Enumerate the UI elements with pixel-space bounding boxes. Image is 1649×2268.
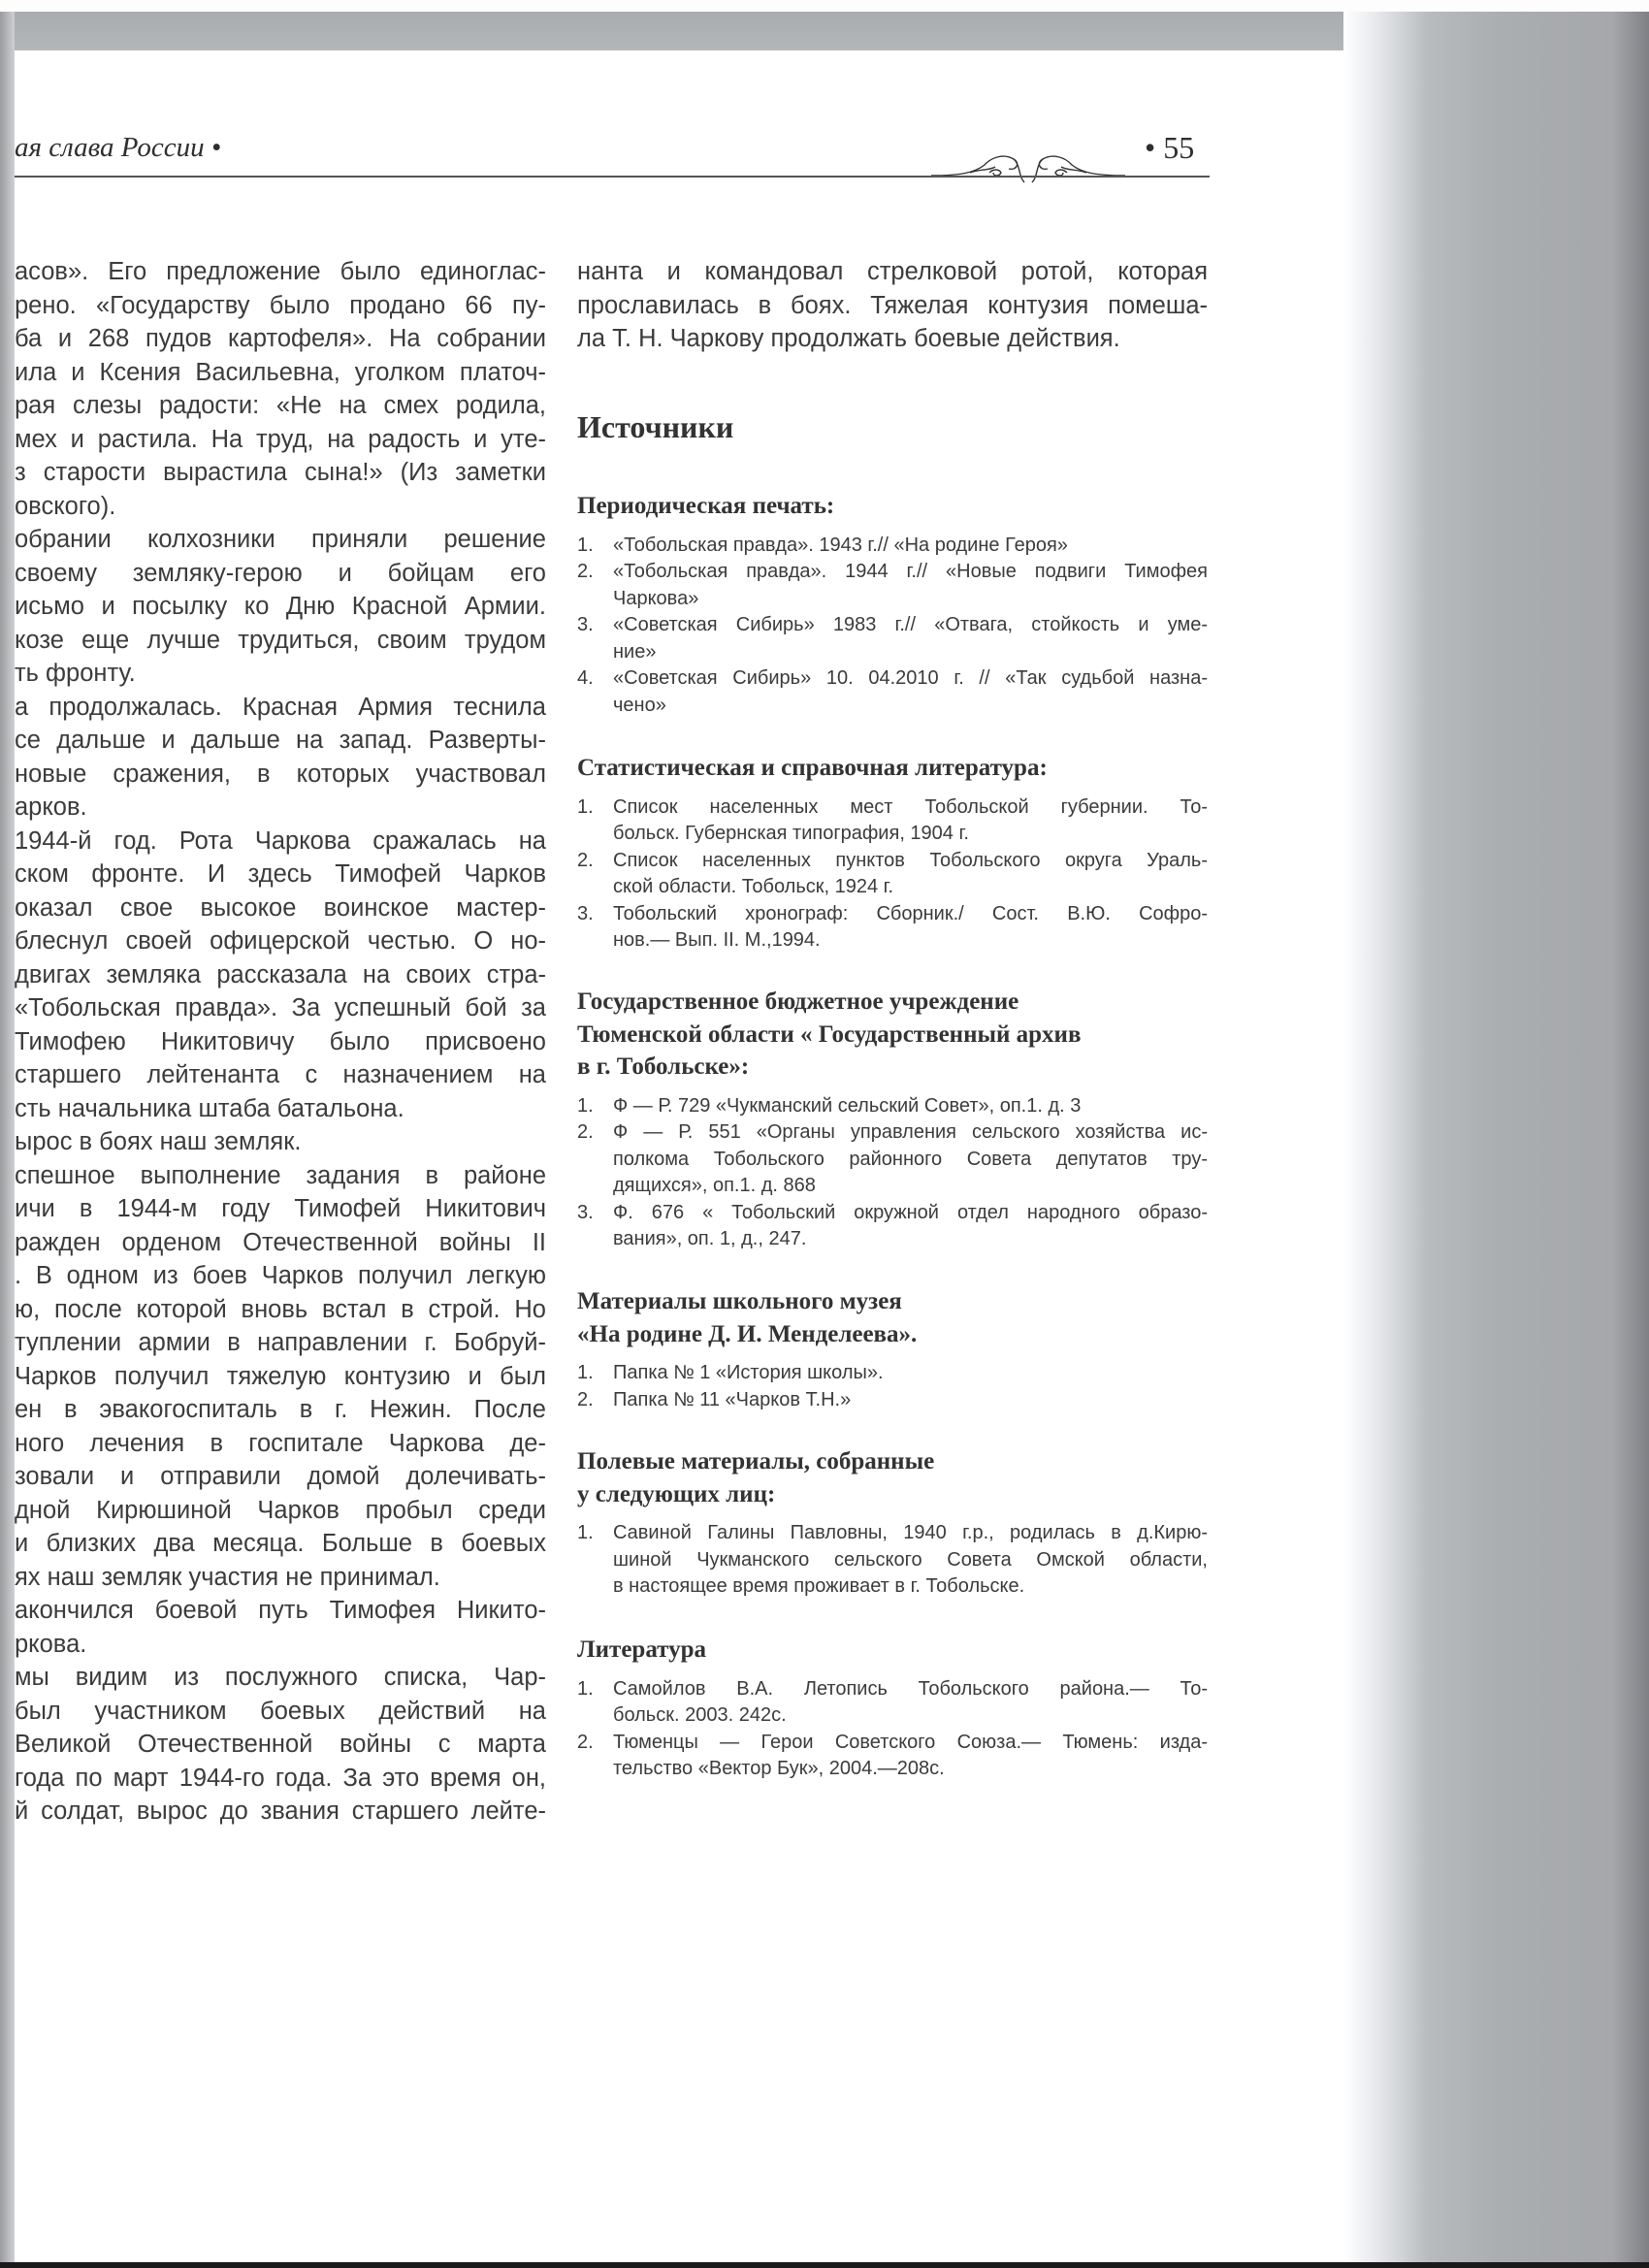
body-text-line: оказал свое высокое воинское мастер- bbox=[15, 893, 546, 922]
reference-number: 3. bbox=[577, 1201, 594, 1223]
reference-text-line: больск. Губернская типография, 1904 г. bbox=[613, 823, 969, 845]
body-text-line: дной Кирюшиной Чарков пробыл среди bbox=[15, 1496, 546, 1524]
body-text-line: ла Т. Н. Чаркову продолжать боевые действия. bbox=[577, 325, 1120, 352]
body-text-line: прославилась в боях. Тяжелая контузия помеша- bbox=[577, 291, 1208, 319]
body-text-line: . В одном из боев Чарков получил легкую bbox=[15, 1262, 546, 1289]
section-heading-line: Материалы школьного музея bbox=[577, 1288, 902, 1314]
body-text-line: ском фронте. И здесь Тимофей Чарков bbox=[15, 860, 546, 888]
reference-item bbox=[577, 1520, 1208, 1601]
section-heading bbox=[577, 752, 1208, 785]
reference-text bbox=[613, 1676, 1208, 1730]
reference-number: 1. bbox=[577, 1362, 594, 1383]
body-text-line: был участником боевых действий на bbox=[15, 1697, 546, 1725]
body-text-line: и близких два месяца. Больше в боевых bbox=[15, 1530, 546, 1557]
reference-item bbox=[577, 1730, 1208, 1783]
body-text-line: арков. bbox=[15, 794, 87, 821]
section-heading-line: Статистическая и справочная литература: bbox=[577, 755, 1048, 781]
body-text-line: асов». Его предложение было единоглас- bbox=[15, 258, 546, 285]
reference-text-line: Ф. 676 « Тобольский окружной отдел народного образо- bbox=[613, 1201, 1208, 1223]
section-state-archive bbox=[577, 986, 1208, 1253]
reference-list bbox=[577, 1520, 1208, 1601]
reference-text bbox=[613, 1200, 1208, 1253]
scan-left-edge bbox=[0, 12, 15, 2268]
body-text-line: ного лечения в госпитале Чаркова де- bbox=[15, 1429, 546, 1457]
body-text-line: ба и 268 пудов картофеля». На собрании bbox=[15, 325, 546, 352]
reference-text-line: Папка № 1 «История школы». bbox=[613, 1362, 884, 1383]
section-heading-line: «На родине Д. И. Менделеева». bbox=[577, 1320, 918, 1347]
reference-list bbox=[577, 533, 1208, 720]
section-statistical-literature bbox=[577, 752, 1208, 955]
page-number: • 55 bbox=[1145, 130, 1195, 165]
scan-gutter-shadow bbox=[1343, 12, 1649, 2268]
section-heading-line: Литература bbox=[577, 1636, 707, 1663]
reference-list bbox=[577, 1093, 1208, 1254]
body-text-line: рая слезы радости: «Не на смех родила, bbox=[15, 392, 546, 419]
section-heading-line: у следующих лиц: bbox=[577, 1480, 776, 1507]
body-text-line: новые сражения, в которых участвовал bbox=[15, 760, 546, 788]
reference-text-line: в настоящее время проживает в г. Тобольске. bbox=[613, 1575, 1025, 1598]
section-heading bbox=[577, 1634, 1208, 1667]
body-text-line: ичи в 1944-м году Тимофей Никитович bbox=[15, 1195, 546, 1222]
section-heading bbox=[577, 1445, 1208, 1510]
section-heading-line: Государственное бюджетное учреждение bbox=[577, 988, 1019, 1015]
body-text-line: нанта и командовал стрелковой ротой, которая bbox=[577, 258, 1208, 285]
reference-text bbox=[613, 665, 1208, 719]
reference-text bbox=[613, 848, 1208, 901]
body-text-line: 1944-й год. Рота Чаркова сражалась на bbox=[15, 826, 546, 855]
header-rule bbox=[15, 176, 1210, 178]
body-text-line: блеснул своей офицерской честью. О но- bbox=[15, 927, 546, 955]
reference-item bbox=[577, 1119, 1208, 1200]
scan-bottom-edge bbox=[0, 2262, 1649, 2268]
body-text-line: ен в эвакогоспиталь в г. Нежин. После bbox=[15, 1396, 546, 1423]
reference-number: 3. bbox=[577, 614, 594, 636]
body-text-line: Тимофею Никитовичу было присвоено bbox=[15, 1027, 546, 1055]
reference-text-line: Ф — Р. 729 «Чукманский сельский Совет», оп.1. д. 3 bbox=[613, 1094, 1082, 1117]
reference-item bbox=[577, 612, 1208, 665]
body-text-line: овского). bbox=[15, 492, 116, 520]
reference-text-line: Самойлов В.А. Летопись Тобольского района.— То- bbox=[613, 1677, 1208, 1700]
reference-number: 1. bbox=[577, 534, 594, 556]
reference-number: 1. bbox=[577, 795, 594, 818]
body-text-line: ражден орденом Отечественной войны II bbox=[15, 1228, 546, 1256]
body-text-line: спешное выполнение задания в районе bbox=[15, 1161, 546, 1189]
reference-text-line: Список населенных мест Тобольской губернии. То- bbox=[613, 795, 1208, 818]
section-heading bbox=[577, 986, 1208, 1084]
reference-text-line: больск. 2003. 242с. bbox=[613, 1704, 787, 1727]
reference-number: 2. bbox=[577, 1121, 594, 1144]
running-title: ая слава России • bbox=[15, 132, 222, 163]
reference-text-line: Папка № 11 «Чарков Т.Н.» bbox=[613, 1388, 852, 1410]
body-text-line: туплении армии в направлении г. Бобруй- bbox=[15, 1329, 546, 1356]
reference-text-line: Тобольский хронограф: Сборник./ Сост. В.Ю. Софро- bbox=[613, 902, 1208, 924]
reference-text-line: Ф — Р. 551 «Органы управления сельского хозяйства ис- bbox=[613, 1121, 1208, 1144]
body-text-line: зовали и отправили домой долечивать- bbox=[15, 1463, 546, 1490]
body-text-line: се дальше и дальше на запад. Разверты- bbox=[15, 727, 546, 754]
scan-top-margin bbox=[0, 0, 1649, 12]
body-text-line: з старости вырастила сына!» (Из заметки bbox=[15, 459, 546, 486]
body-text-line: ырос в боях наш земляк. bbox=[15, 1128, 302, 1155]
body-text-line: козе еще лучше трудиться, своим трудом bbox=[15, 626, 546, 654]
reference-text-line: Савиной Галины Павловны, 1940 г.р., родилась в д.Кирю- bbox=[613, 1522, 1208, 1543]
reference-number: 1. bbox=[577, 1677, 594, 1700]
section-literature bbox=[577, 1634, 1208, 1783]
reference-text-line: «Советская Сибирь» 1983 г.// «Отвага, стойкость и уме- bbox=[613, 614, 1208, 636]
reference-item bbox=[577, 1387, 1208, 1414]
section-heading bbox=[577, 1285, 1208, 1350]
section-heading-line: Тюменской области « Государственный архив bbox=[577, 1021, 1082, 1048]
reference-item bbox=[577, 1093, 1208, 1120]
reference-list bbox=[577, 794, 1208, 956]
reference-item bbox=[577, 1676, 1208, 1730]
body-text-line: ила и Ксения Васильевна, уголком платоч- bbox=[15, 358, 546, 386]
ornament-icon bbox=[931, 144, 1125, 186]
reference-text bbox=[613, 1360, 1208, 1387]
body-text-line: мы видим из послужного списка, Чар- bbox=[15, 1664, 546, 1691]
sources-title: Источники bbox=[577, 409, 734, 444]
reference-number: 2. bbox=[577, 1388, 594, 1410]
body-text-line: года по март 1944-го года. За это время он, bbox=[15, 1764, 546, 1792]
reference-list bbox=[577, 1676, 1208, 1783]
reference-text bbox=[613, 559, 1208, 612]
body-text-line: Великой Отечественной войны с марта bbox=[15, 1731, 546, 1758]
body-text-line: исьмо и посылку ко Дню Красной Армии. bbox=[15, 593, 546, 620]
reference-text bbox=[613, 1387, 1208, 1414]
reference-text-line: дящихся», оп.1. д. 868 bbox=[613, 1175, 816, 1197]
reference-text-line: нов.— Вып. II. М.,1994. bbox=[613, 929, 821, 952]
section-heading-line: Полевые материалы, собранные bbox=[577, 1448, 935, 1474]
section-field-materials bbox=[577, 1445, 1208, 1601]
section-periodicals bbox=[577, 490, 1208, 720]
body-text-line: Чарков получил тяжелую контузию и был bbox=[15, 1362, 546, 1390]
reference-number: 2. bbox=[577, 561, 594, 583]
reference-text bbox=[613, 1730, 1208, 1783]
reference-item bbox=[577, 533, 1208, 560]
reference-number: 2. bbox=[577, 849, 594, 871]
body-text-line: а продолжалась. Красная Армия теснила bbox=[15, 693, 546, 721]
left-text-column bbox=[15, 255, 546, 1829]
body-text-line: своему земляку-герою и бойцам его bbox=[15, 559, 546, 587]
reference-item bbox=[577, 848, 1208, 901]
reference-number: 2. bbox=[577, 1731, 594, 1753]
reference-text bbox=[613, 1119, 1208, 1200]
body-text-line: ю, после которой вновь встал в строй. Но bbox=[15, 1295, 546, 1323]
reference-text bbox=[613, 794, 1208, 848]
reference-text bbox=[613, 612, 1208, 665]
reference-item bbox=[577, 665, 1208, 719]
reference-text-line: полкома Тобольского районного Совета депутатов тру- bbox=[613, 1148, 1208, 1170]
reference-text-line: тельство «Вектор Бук», 2004.—208с. bbox=[613, 1758, 945, 1780]
reference-list bbox=[577, 1360, 1208, 1413]
body-text-line: ях наш земляк участия не принимал. bbox=[15, 1563, 440, 1591]
reference-item bbox=[577, 1200, 1208, 1253]
reference-text-line: «Тобольская правда». 1944 г.// «Новые подвиги Тимофея bbox=[613, 561, 1208, 583]
section-heading-line: Периодическая печать: bbox=[577, 493, 835, 519]
reference-text-line: Тюменцы — Герои Советского Союза.— Тюмень: изда- bbox=[613, 1731, 1208, 1753]
reference-text bbox=[613, 1093, 1208, 1120]
reference-text bbox=[613, 901, 1208, 955]
body-text-line: ркова. bbox=[15, 1630, 87, 1658]
reference-text-line: ской области. Тобольск, 1924 г. bbox=[613, 876, 894, 898]
section-heading-line: в г. Тобольске»: bbox=[577, 1053, 750, 1080]
body-text-line: ть фронту. bbox=[15, 660, 136, 687]
reference-text-line: чено» bbox=[613, 695, 666, 717]
section-school-museum bbox=[577, 1285, 1208, 1413]
body-text-line: старшего лейтенанта с назначением на bbox=[15, 1061, 546, 1088]
reference-text-line: Список населенных пунктов Тобольского округа Ураль- bbox=[613, 849, 1208, 871]
reference-text-line: «Советская Сибирь» 10. 04.2010 г. // «Так судьбой назна- bbox=[613, 667, 1208, 690]
reference-text-line: «Тобольская правда». 1943 г.// «На родине Героя» bbox=[613, 534, 1068, 556]
reference-item bbox=[577, 901, 1208, 955]
body-text-line: обрании колхозники приняли решение bbox=[15, 526, 546, 553]
body-text-line: мех и растила. На труд, на радость и уте- bbox=[15, 425, 546, 453]
body-text-line: рено. «Государству было продано 66 пу- bbox=[15, 291, 546, 319]
body-text-line: акончился боевой путь Тимофея Никито- bbox=[15, 1597, 546, 1624]
reference-text-line: вания», оп. 1, д., 247. bbox=[613, 1228, 807, 1250]
body-text-line: «Тобольская правда». За успешный бой за bbox=[15, 994, 546, 1021]
reference-number: 1. bbox=[577, 1094, 594, 1117]
reference-item bbox=[577, 794, 1208, 848]
right-intro-paragraph bbox=[577, 255, 1208, 356]
body-text-line: сть начальника штаба батальона. bbox=[15, 1094, 404, 1122]
reference-text-line: шиной Чукманского сельского Совета Омской области, bbox=[613, 1548, 1208, 1571]
reference-item bbox=[577, 559, 1208, 612]
reference-number: 4. bbox=[577, 667, 594, 690]
reference-number: 1. bbox=[577, 1522, 594, 1543]
reference-text-line: ние» bbox=[613, 640, 657, 663]
section-heading bbox=[577, 490, 1208, 523]
reference-item bbox=[577, 1360, 1208, 1387]
reference-text bbox=[613, 533, 1208, 560]
reference-text bbox=[613, 1520, 1208, 1601]
reference-text-line: Чаркова» bbox=[613, 587, 699, 609]
reference-number: 3. bbox=[577, 902, 594, 924]
body-text-line: двигах земляка рассказала на своих стра- bbox=[15, 960, 546, 988]
body-text-line: й солдат, вырос до звания старшего лейте- bbox=[15, 1798, 546, 1825]
